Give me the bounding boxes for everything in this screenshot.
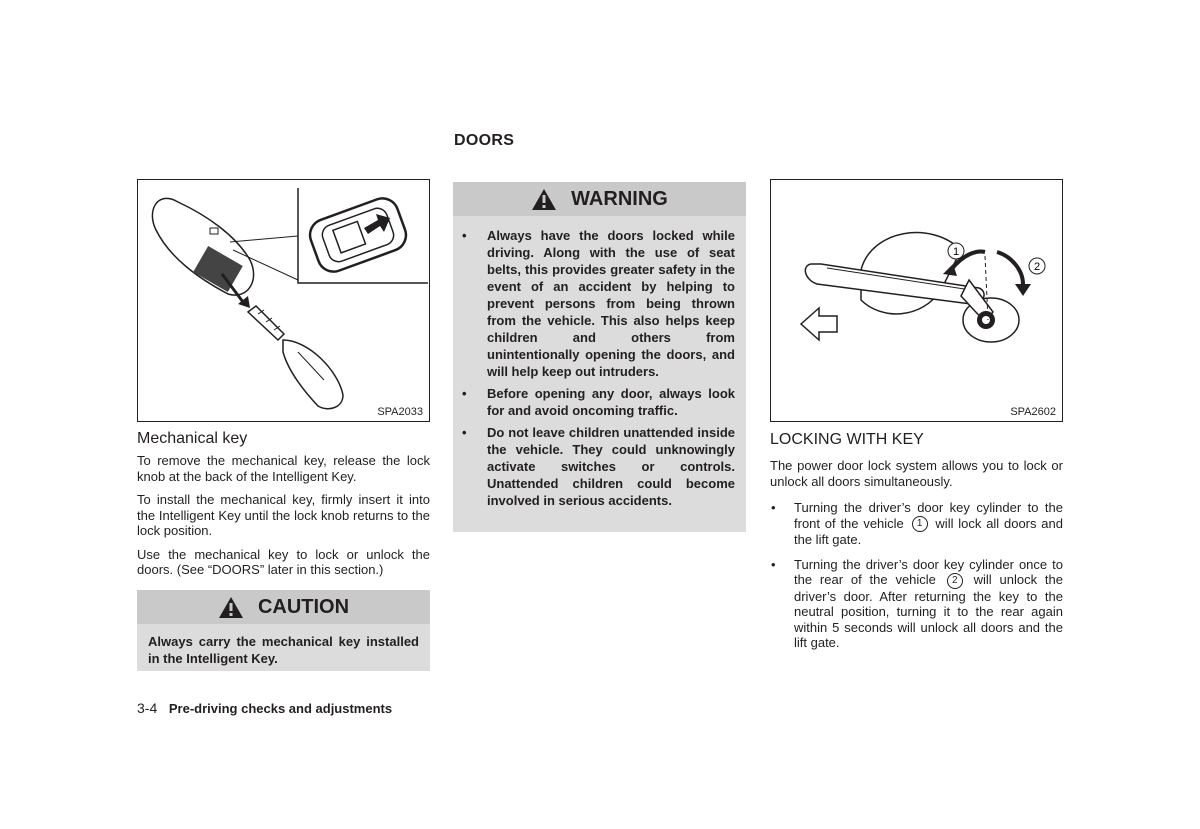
callout-1-marker: 1 — [912, 516, 928, 532]
locking-list — [770, 500, 1063, 651]
warning-header — [453, 182, 746, 216]
warning-item: • Always have the doors locked while driving. Along with the use of seat belts, this provides greater safety in the event of an accident by helping to prevent persons from being thrown from the vehicle. This also helps keep children and others from unintentionally opening the doors, and will help keep out intruders. — [453, 227, 735, 380]
bullet: • — [771, 556, 776, 572]
callout-2-label: 2 — [1033, 261, 1041, 273]
bullet: • — [771, 500, 776, 515]
section-title: DOORS — [454, 132, 515, 149]
caution-title: CAUTION — [257, 595, 350, 618]
paragraph: Use the mechanical key to lock or unlock the doors. (See “DOORS” later in this section.) — [137, 546, 430, 577]
caution-body: Always carry the mechanical key installed in the Intelligent Key. — [137, 624, 430, 671]
door-handle-illustration — [771, 180, 1062, 421]
locking-item: • Turning the driver’s door key cylinder to the front of the vehicle 1 will lock all doors and the lift gate. — [771, 500, 1063, 548]
caution-header — [137, 590, 430, 624]
warning-triangle-icon — [531, 188, 557, 211]
figure-door-lock — [770, 179, 1063, 422]
figure-caption: SPA2602 — [1010, 406, 1056, 418]
mechanical-key-heading: Mechanical key — [137, 430, 248, 447]
warning-item: • Do not leave children unattended inside the vehicle. They could unknowingly activate switches or controls. Unattended children could become involved in serious accidents. — [453, 424, 735, 509]
warning-list — [453, 227, 735, 509]
locking-heading: LOCKING WITH KEY — [770, 431, 924, 448]
page-number: 3-4 — [137, 700, 158, 716]
warning-triangle-icon — [218, 596, 244, 619]
figure-mechanical-key — [137, 179, 430, 422]
mechanical-key-illustration — [138, 180, 429, 421]
intro-paragraph: The power door lock system allows you to lock or unlock all doors simultaneously. — [770, 458, 1063, 489]
paragraph: To remove the mechanical key, release the lock knob at the back of the Intelligent Key. — [137, 453, 430, 484]
footer-title: Pre-driving checks and adjustments — [168, 701, 393, 716]
locking-item: • Turning the driver’s door key cylinder once to the rear of the vehicle 2 will unlock the driver’s door. After returning the key to the neutral position, turning it to the rear again within 5 seconds will unlock all doors and the lift gate. — [771, 556, 1063, 651]
mechanical-key-text — [137, 453, 430, 586]
callout-1-label: 1 — [952, 246, 960, 258]
callout-2-marker: 2 — [947, 573, 963, 589]
warning-title: WARNING — [571, 187, 668, 210]
locking-text — [770, 458, 1063, 660]
figure-caption: SPA2033 — [377, 406, 423, 418]
paragraph: To install the mechanical key, firmly insert it into the Intelligent Key until the lock knob returns to the lock position. — [137, 492, 430, 538]
warning-item: • Before opening any door, always look for and avoid oncoming traffic. — [453, 385, 735, 419]
warning-body — [453, 216, 746, 532]
page-footer — [137, 700, 392, 716]
